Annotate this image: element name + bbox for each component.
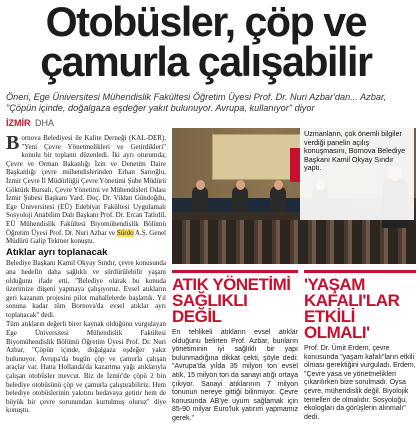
photo-banner: [212, 134, 302, 180]
paragraph-3: Tüm atıkların değerli birer kaynak olduğunu vurgulayan Ege Üniversitesi Mühendislik Fakültesi Biyomühendislik Bölümü Öğretim Üyesi Prof. Dr. Nuri Azbar, "Çöpün içinde, doğalgaza eşdeğer yakıt bulunuyor. Avrupa'da bugün çöp ve çamurla çalışan araçlar var. Hatta Hollanda'da kazartma yağı atıklarıyla çalışan otobüsler mevcut. Biz de İzmir'de çöpü 2 bin belediye otobüsünü çöp ve çamurla çalıştırabiliriz. Hem belediye otobüslerinin yakıtını bedavaya getirir hem de büyük bir çevre sorunundan kurtulmuş oluruz" diye konuştu.: [6, 320, 166, 415]
sidebar-box-life: [304, 270, 416, 430]
byline-agency: DHA: [35, 118, 55, 128]
highlighted-word: Sürdo: [116, 228, 134, 237]
deck-subtitle: Öneri, Ege Üniversitesi Mühendislik Fakültesi Öğretim Üyesi Prof. Dr. Nuri Azbar'dan... Azbar, "Çöpün içinde, doğalgaza eşdeğer yakıt bulunuyor. Avrupa, kullanıyor" diyor: [6, 92, 387, 113]
photo-panelist-head: [274, 180, 283, 190]
paragraph-1-end: A.Ş. Genel Müdürü Galip Tekmer konuştu.: [6, 228, 166, 246]
byline: [6, 118, 54, 128]
dropcap: B: [6, 134, 20, 154]
photo-panelist-head: [236, 180, 245, 190]
paragraph-1-text: ornova Belediyesi ile Kalite Derneği (KAL-DER), "Yeni Çevre Yönetmelikleri ve Getirdikleri" konulu bir toplantı düzenledi. İki ayrı oturumda; Çevre ve Orman Bakanlığı İzin ve Denetim Daire Başkanlığı çevre mühendislerinden Erhan Sarıoğlu, İzmir Çevre İl Müdürlüğü Çevre Yönetimi Şube Müdürü Göktürk Bursalı, Çevre Yönetimi ve Mühendisleri Odası İzmir Şubesi Başkanı Yard. Doç. Dr. Vildan Gündoğdu, Ege Üniversitesi (EÜ) Edebiyat Fakültesi Uygulamalı Sosyoloji Anabilim Dalı Başkanı Prof. Dr. Ercan Tatlıdil, EÜ Mühendislik Fakültesi Biyomühendislik Bölümü Öğretim Üyesi Prof. Dr. Nuri Azbar ve: [6, 134, 166, 237]
paragraph-2: Belediye Başkanı Kamil Okyay Sındır, çevre konusunda ana hedefin daha sağlıklı ve sürdürülebilir yaşam olduğunu ifade etti, "Belediye olarak bu konuda üzerimize düşeni yapmaya çalışıyoruz. Evsel atıkların geri kazanım projesini pilot mahallelerde başlattık. Yıl sonuna kadar tüm Bornova'da evsel atıklar ayrı toplanacak" dedi.: [6, 259, 166, 319]
photo-audience: [172, 220, 416, 264]
sidebar-box-life-title: 'YAŞAM KAFALI'LAR ETKİLİ OLMALI': [304, 275, 400, 342]
photo-flag: [290, 148, 300, 182]
sidebar-box-waste: [172, 270, 298, 430]
sidebar-box-waste-body: En tehlikeli atıkların evsel atıklar olduğunu belirten Prof. Azbar, bunların yönetiminin iyi sağlıklı bir yapı bulunmadığına dikkat çekti, şöyle dedi: "Avrupa'da yılda 35 milyon ton evsel atık, 15 milyon ton da sanayi atığı ortaya çıkıyor. Sanayi atıklarının 7 milyon tonunun nereye gittiği bilinmiyor. Çevre konusunda AB'ye uyum sağlamak için 85-90 milyar Euro'luk yatırım yapmamız gerek.": [172, 329, 298, 422]
sidebar-box-life-body: Prof. Dr. Ümit Erdem, çevre konusunda "yaşam kafalı"ların etkili olması gerektiğini vurguladı. Erdem, "Çevre yasa ve yönetmelikleri çıkarılırken bize sorulmadı. Oysa çevre, mühendislik değil. Biyolojik temelleri de olmalıdır. Sosyoloğu, ekologları da görüşlerin alınmalı" dedi.: [304, 345, 416, 421]
sidebar-box-waste-title: ATIK YÖNETİMİ SAĞLIKLI DEĞİL: [172, 275, 291, 326]
byline-location: İZMİR: [6, 118, 31, 128]
subheading: Atıklar ayrı toplanacak: [6, 246, 108, 258]
photo-caption: Uzmanların, çok önemli bilgiler verdiği panelin açılış konuşmasını, Bornova Belediye Başkanı Kamil Okyay Sındır yaptı.: [300, 128, 414, 220]
headline: Otobüsler, çöp ve çamurla çalışabilir: [40, 0, 372, 85]
article-body: [6, 134, 166, 430]
paragraph-1: [6, 134, 166, 246]
photo-panelist-head: [196, 180, 205, 190]
